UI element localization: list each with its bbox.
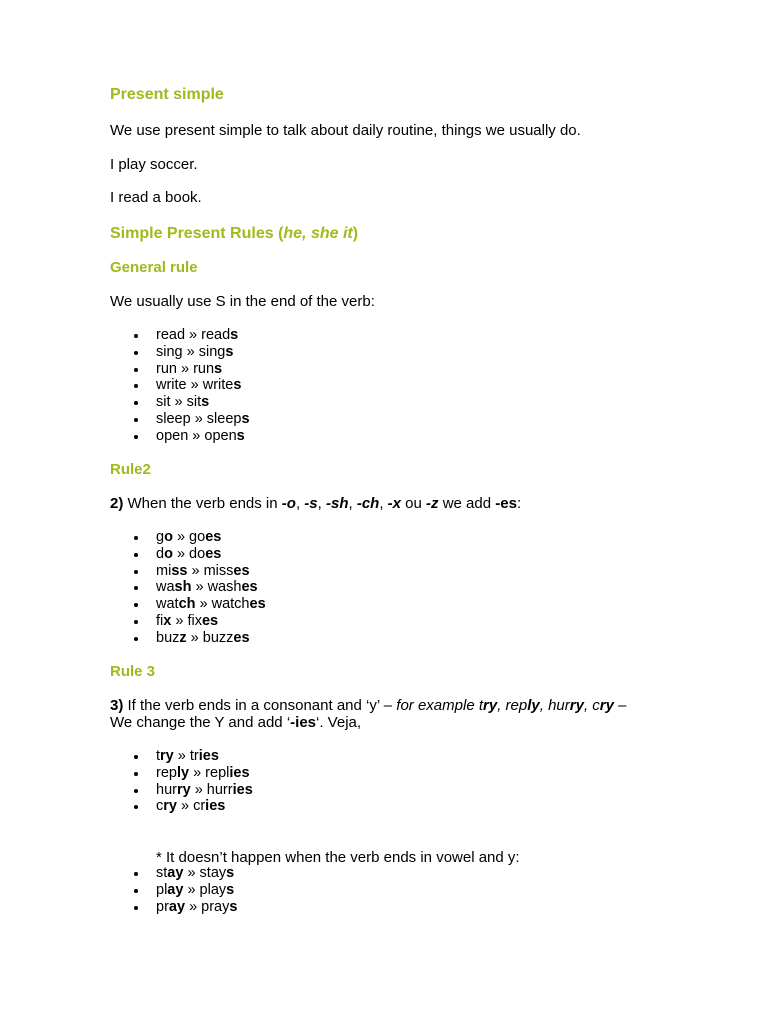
text-run: -z: [426, 495, 439, 512]
heading-general-rule: General rule: [110, 259, 198, 276]
text-run: ,: [379, 495, 388, 512]
text-run: s: [241, 410, 250, 427]
text-run: » fix: [171, 612, 202, 629]
text-run: ry: [483, 697, 498, 714]
text-run: ry: [599, 697, 614, 714]
text-run: -s: [304, 495, 318, 512]
text-run: s: [226, 865, 235, 881]
text-run: » wash: [191, 579, 242, 596]
heading-rule-2: Rule2: [110, 461, 151, 478]
text-run: s: [230, 327, 239, 343]
text-run: mi: [156, 562, 172, 579]
text-run: ies: [205, 798, 226, 815]
text-run: st: [156, 865, 168, 881]
text-run: » pray: [185, 898, 230, 915]
text-run: ies: [232, 781, 253, 798]
general-rule-list: [110, 327, 250, 444]
text-run: run » run: [156, 360, 215, 377]
text-run: es: [233, 629, 250, 646]
text-run: » watch: [195, 596, 250, 612]
text-run: ,: [317, 495, 326, 512]
text-run: sit » sit: [156, 394, 202, 410]
text-run: hur: [156, 781, 177, 798]
text-run: » cr: [176, 798, 206, 815]
text-run: buz: [156, 629, 180, 646]
text-run: pr: [156, 898, 169, 915]
text-run: ry: [569, 697, 584, 714]
text-run: ,: [348, 495, 357, 512]
text-run: ry: [176, 781, 191, 798]
text-run: -ch: [356, 495, 380, 512]
list-item: [110, 344, 250, 361]
rule-3-description-line-1: [110, 697, 626, 714]
text-run: es: [201, 612, 219, 629]
text-run: -o: [281, 495, 296, 512]
text-run: read » read: [156, 327, 231, 343]
text-run: » do: [172, 545, 206, 562]
text-run: ay: [167, 881, 184, 898]
general-rule-description: We usually use S in the end of the verb:: [110, 293, 375, 310]
text-run: s: [226, 881, 235, 898]
text-run: :: [516, 495, 522, 512]
text-run: es: [241, 579, 258, 596]
list-item: [110, 748, 253, 765]
list-item: [110, 882, 237, 899]
rule-2-description: [110, 495, 521, 512]
text-run: c: [156, 798, 164, 815]
text-run: ly: [176, 764, 190, 781]
heading-present-simple: Present simple: [110, 86, 224, 103]
list-item: [110, 563, 266, 580]
text-run: es: [233, 562, 250, 579]
text-run: wat: [156, 596, 179, 612]
text-run: ch: [178, 596, 196, 612]
text-run: » tr: [173, 748, 199, 764]
text-run: When the verb ends in: [123, 495, 282, 512]
text-run: s: [201, 394, 210, 410]
rule-3-description-line-2: [110, 714, 361, 731]
rule-3-list: [110, 748, 253, 815]
text-run: we add: [438, 495, 496, 512]
text-run: sleep » sleep: [156, 410, 242, 427]
text-run: pl: [156, 881, 168, 898]
text-run: s: [229, 898, 238, 915]
text-run: for example t: [396, 697, 484, 714]
text-run: sing » sing: [156, 343, 226, 360]
text-run: es: [205, 545, 222, 562]
text-run: 2): [110, 495, 124, 512]
text-run: o: [164, 529, 173, 545]
rule-3-exception-list: [110, 865, 237, 915]
list-item: [110, 361, 250, 378]
list-item: [110, 596, 266, 613]
list-item: [110, 630, 266, 647]
text-run: ay: [168, 898, 186, 915]
text-run: wa: [156, 579, 175, 596]
text-run: ry: [160, 748, 174, 764]
text-run: s: [225, 343, 234, 360]
list-item: [110, 613, 266, 630]
list-item: [110, 529, 266, 546]
text-run: ly: [527, 697, 540, 714]
text-run: ,: [295, 495, 305, 512]
text-run: , hur: [539, 697, 570, 714]
text-run: fi: [156, 612, 164, 629]
text-run: –: [613, 697, 627, 714]
text-run: » hurr: [190, 781, 233, 798]
text-run: es: [205, 529, 222, 545]
text-run: ies: [198, 748, 219, 764]
list-item: [110, 394, 250, 411]
heading-rule-3: Rule 3: [110, 663, 156, 680]
text-run: t: [156, 748, 161, 764]
list-item: [110, 765, 253, 782]
rule-2-list: [110, 529, 266, 646]
text-run: -es: [495, 495, 517, 512]
list-item: [110, 428, 250, 445]
list-item: [110, 798, 253, 815]
text-run: write » write: [156, 377, 234, 394]
text-run: ‘. Veja,: [316, 714, 362, 731]
text-run: s: [214, 360, 223, 377]
example-sentence-2: I read a book.: [110, 189, 202, 206]
intro-paragraph: We use present simple to talk about daily routine, things we usually do.: [110, 122, 581, 139]
text-run: d: [156, 545, 165, 562]
text-run: , c: [583, 697, 600, 714]
text-run: , rep: [497, 697, 528, 714]
text-run: s: [233, 377, 242, 394]
text-run: -sh: [325, 495, 349, 512]
text-run: » miss: [187, 562, 234, 579]
text-run: 3): [110, 697, 124, 714]
text-run: es: [249, 596, 266, 612]
example-sentence-1: I play soccer.: [110, 156, 198, 173]
text-run: » play: [183, 881, 227, 898]
text-run: » repl: [189, 764, 230, 781]
text-run: o: [164, 545, 173, 562]
text-run: -ies: [290, 714, 317, 731]
text-run: -x: [387, 495, 402, 512]
text-run: ss: [171, 562, 188, 579]
text-run: rep: [156, 764, 177, 781]
text-run: » stay: [183, 865, 227, 881]
text-run: » go: [172, 529, 206, 545]
rule-3-exception-note: * It doesn’t happen when the verb ends in vowel and y:: [156, 849, 520, 866]
text-run: ry: [163, 798, 177, 815]
text-run: ay: [167, 865, 184, 881]
text-run: ies: [229, 764, 250, 781]
text-run: g: [156, 529, 165, 545]
text-run: x: [163, 612, 172, 629]
text-run: open » open: [156, 427, 237, 444]
text-run: s: [236, 427, 245, 444]
list-item: [110, 899, 237, 916]
text-run: If the verb ends in a consonant and ‘y’ –: [123, 697, 397, 714]
text-run: z: [179, 629, 187, 646]
text-run: We change the Y and add ‘: [110, 714, 291, 731]
list-item: [110, 579, 266, 596]
list-item: [110, 782, 253, 799]
text-run: » buzz: [186, 629, 234, 646]
text-run: sh: [174, 579, 192, 596]
list-item: [110, 865, 237, 882]
list-item: [110, 411, 250, 428]
text-run: ou: [401, 495, 427, 512]
list-item: [110, 377, 250, 394]
list-item: [110, 546, 266, 563]
heading-simple-present-rules: Simple Present Rules (he, she it): [110, 225, 359, 242]
list-item: [110, 327, 250, 344]
